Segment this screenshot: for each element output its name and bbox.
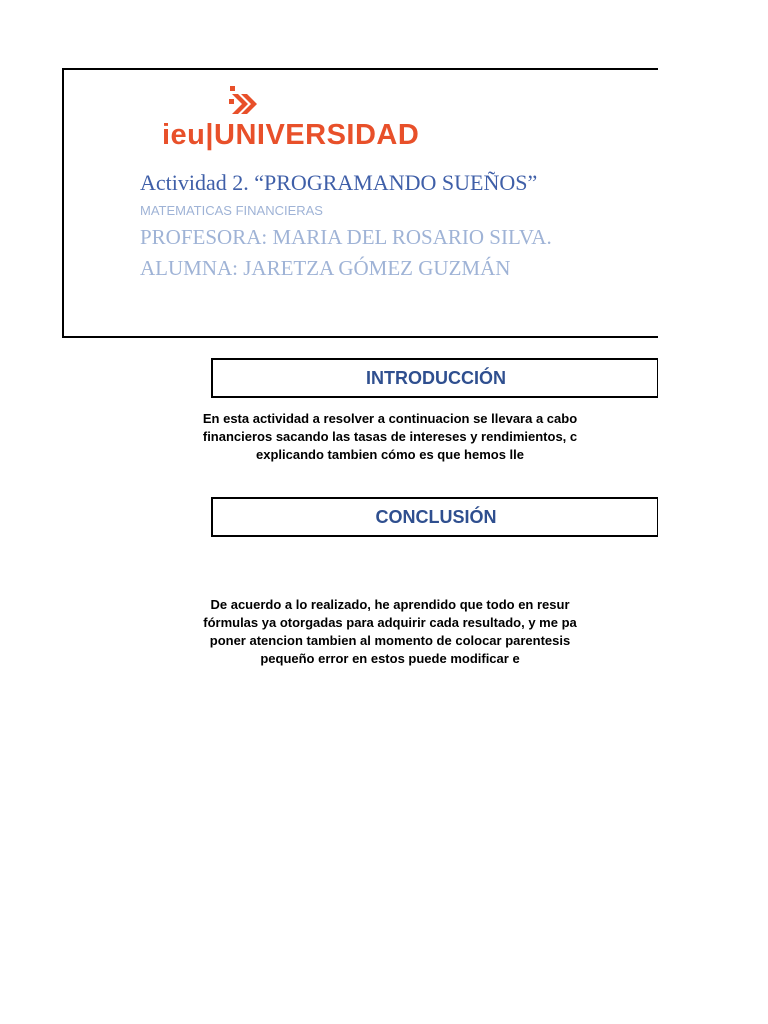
- university-logo: [162, 84, 462, 154]
- introduction-line: En esta actividad a resolver a continuacion se llevara a cabo: [202, 411, 578, 426]
- conclusion-heading: CONCLUSIÓN: [375, 507, 497, 527]
- introduction-line: explicando tambien cómo es que hemos lle: [255, 447, 525, 462]
- conclusion-text: [130, 596, 650, 668]
- introduction-heading: INTRODUCCIÓN: [366, 368, 506, 388]
- conclusion-line: poner atencion tambien al momento de colocar parentesis: [209, 633, 571, 648]
- conclusion-line: De acuerdo a lo realizado, he aprendido que todo en resur: [210, 597, 570, 612]
- student-name: ALUMNA: JARETZA GÓMEZ GUZMÁN: [140, 256, 511, 280]
- teacher-name: PROFESORA: MARIA DEL ROSARIO SILVA.: [140, 225, 552, 249]
- activity-title: Actividad 2. “PROGRAMANDO SUEÑOS”: [140, 170, 538, 195]
- conclusion-line: fórmulas ya otorgadas para adquirir cada resultado, y me pa: [203, 615, 577, 630]
- logo-wordmark: ieu|UNIVERSIDAD: [162, 119, 420, 151]
- conclusion-line: pequeño error en estos puede modificar e: [260, 651, 520, 666]
- introduction-text: [130, 410, 650, 464]
- introduction-line: financieros sacando las tasas de intereses y rendimientos, c: [202, 429, 578, 444]
- subject-name: MATEMATICAS FINANCIERAS: [140, 203, 323, 218]
- page-crop-edge: [658, 0, 768, 1024]
